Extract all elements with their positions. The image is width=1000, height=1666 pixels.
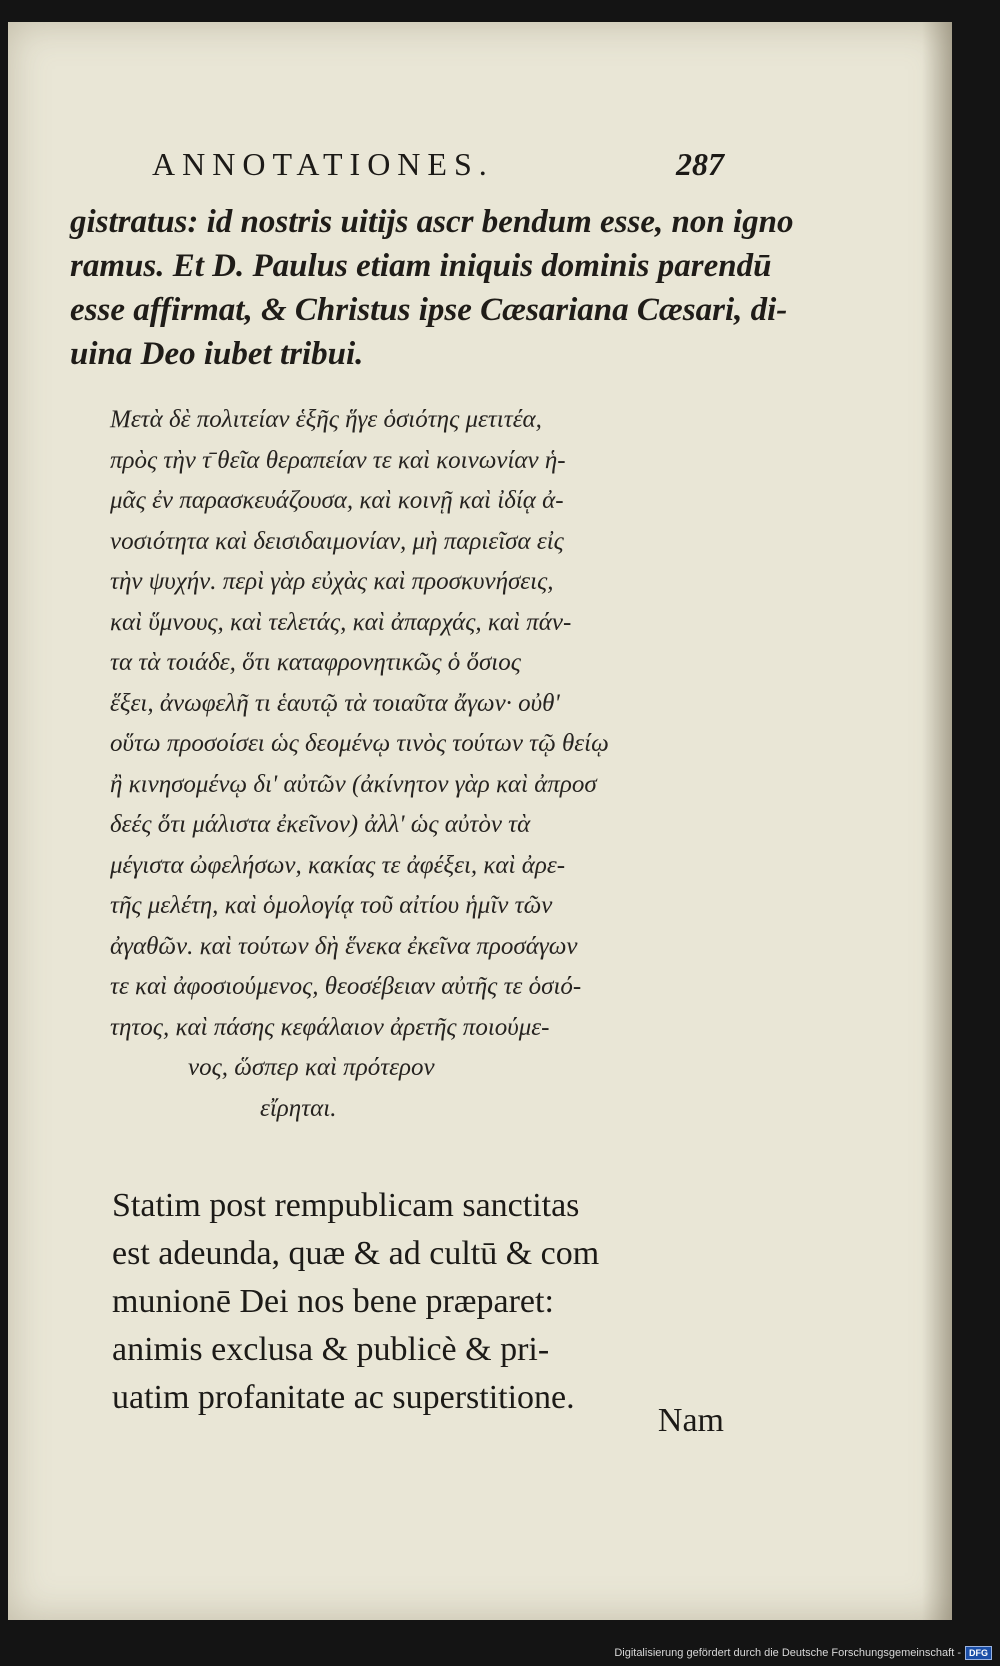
text-line: gistratus: id nostris uitijs ascr bendum esse, non igno: [70, 204, 794, 240]
greek-line: νοσιότητα καὶ δεισιδαιμονίαν, μὴ παριεῖσα εἰς: [110, 527, 564, 555]
credit-text: Digitalisierung gefördert durch die Deutsche Forschungsgemeinschaft -: [614, 1647, 961, 1659]
greek-line: μᾶς ἐν παρασκευάζουσα, καὶ κοινῇ καὶ ἰδίᾳ ἀ-: [110, 487, 564, 514]
book-page: [8, 22, 952, 1620]
text-line: munionē Dei nos bene præparet:: [112, 1283, 554, 1320]
running-head: [152, 146, 724, 186]
greek-line: νος, ὥσπερ καὶ πρότερον: [188, 1054, 435, 1081]
greek-line: τῆς μελέτη, καὶ ὁμολογίᾳ τοῦ αἰτίου ἡμῖν τῶν: [110, 892, 553, 919]
greek-line: ἀγαθῶν. καὶ τούτων δὴ ἕνεκα ἐκεῖνα προσάγων: [110, 932, 578, 960]
greek-line: εἴρηται.: [260, 1094, 337, 1122]
text-line: Statim post rempublicam sanctitas: [112, 1187, 580, 1224]
latin-italic-paragraph: [70, 200, 794, 376]
dfg-logo-icon: DFG: [965, 1646, 992, 1660]
greek-line: μέγιστα ὠφελήσων, κακίας τε ἀφέξει, καὶ ἀρε-: [110, 851, 566, 879]
text-line: est adeunda, quæ & ad cultū & com: [112, 1235, 600, 1272]
latin-roman-paragraph: [112, 1182, 712, 1422]
text-line: animis exclusa & publicè & pri-: [112, 1331, 550, 1368]
greek-quotation: [110, 400, 690, 1129]
digitization-credit: [614, 1646, 992, 1660]
text-line: esse affirmat, & Christus ipse Cæsariana Cæsari, di-: [70, 292, 788, 328]
greek-line: δεές ὅτι μάλιστα ἐκεῖνον) ἀλλ' ὡς αὐτὸν τὰ: [110, 811, 531, 838]
running-title: ANNOTATIONES.: [152, 146, 494, 182]
greek-line: πρὸς τὴν τ̄ θεῖα θεραπείαν τε καὶ κοινωνίαν ἡ-: [110, 446, 566, 474]
greek-line: τὴν ψυχήν. περὶ γὰρ εὐχὰς καὶ προσκυνήσεις,: [110, 568, 554, 595]
text-line: uatim profanitate ac superstitione.: [112, 1379, 575, 1416]
page-edge-shadow: [922, 22, 952, 1620]
text-line: uina Deo iubet tribui.: [70, 336, 364, 372]
greek-line: οὕτω προσοίσει ὡς δεομένῳ τινὸς τούτων τῷ θείῳ: [110, 730, 609, 757]
greek-line: τητος, καὶ πάσης κεφάλαιον ἀρετῆς ποιούμε-: [110, 1013, 550, 1041]
catchword: Nam: [657, 1402, 724, 1439]
greek-line: καὶ ὕμνους, καὶ τελετάς, καὶ ἀπαρχάς, καὶ πάν-: [110, 608, 572, 636]
text-line: ramus. Et D. Paulus etiam iniquis dominis parendū: [70, 248, 772, 284]
greek-line: ἕξει, ἀνωφελῆ τι ἑαυτῷ τὰ τοιαῦτα ἄγων· οὐθ': [110, 689, 560, 717]
greek-line: τε καὶ ἀφοσιούμενος, θεοσέβειαν αὐτῆς τε ὁσιό-: [110, 973, 582, 1000]
greek-line: ἢ κινησομένῳ δι' αὐτῶν (ἀκίνητον γὰρ καὶ ἀπροσ: [110, 770, 597, 798]
greek-line: τα τὰ τοιάδε, ὅτι καταφρονητικῶς ὁ ὅσιος: [110, 649, 521, 676]
page-number: 287: [676, 146, 724, 182]
greek-line: Μετὰ δὲ πολιτείαν ἑξῆς ἥγε ὁσιότης μετιτέα,: [110, 406, 542, 433]
